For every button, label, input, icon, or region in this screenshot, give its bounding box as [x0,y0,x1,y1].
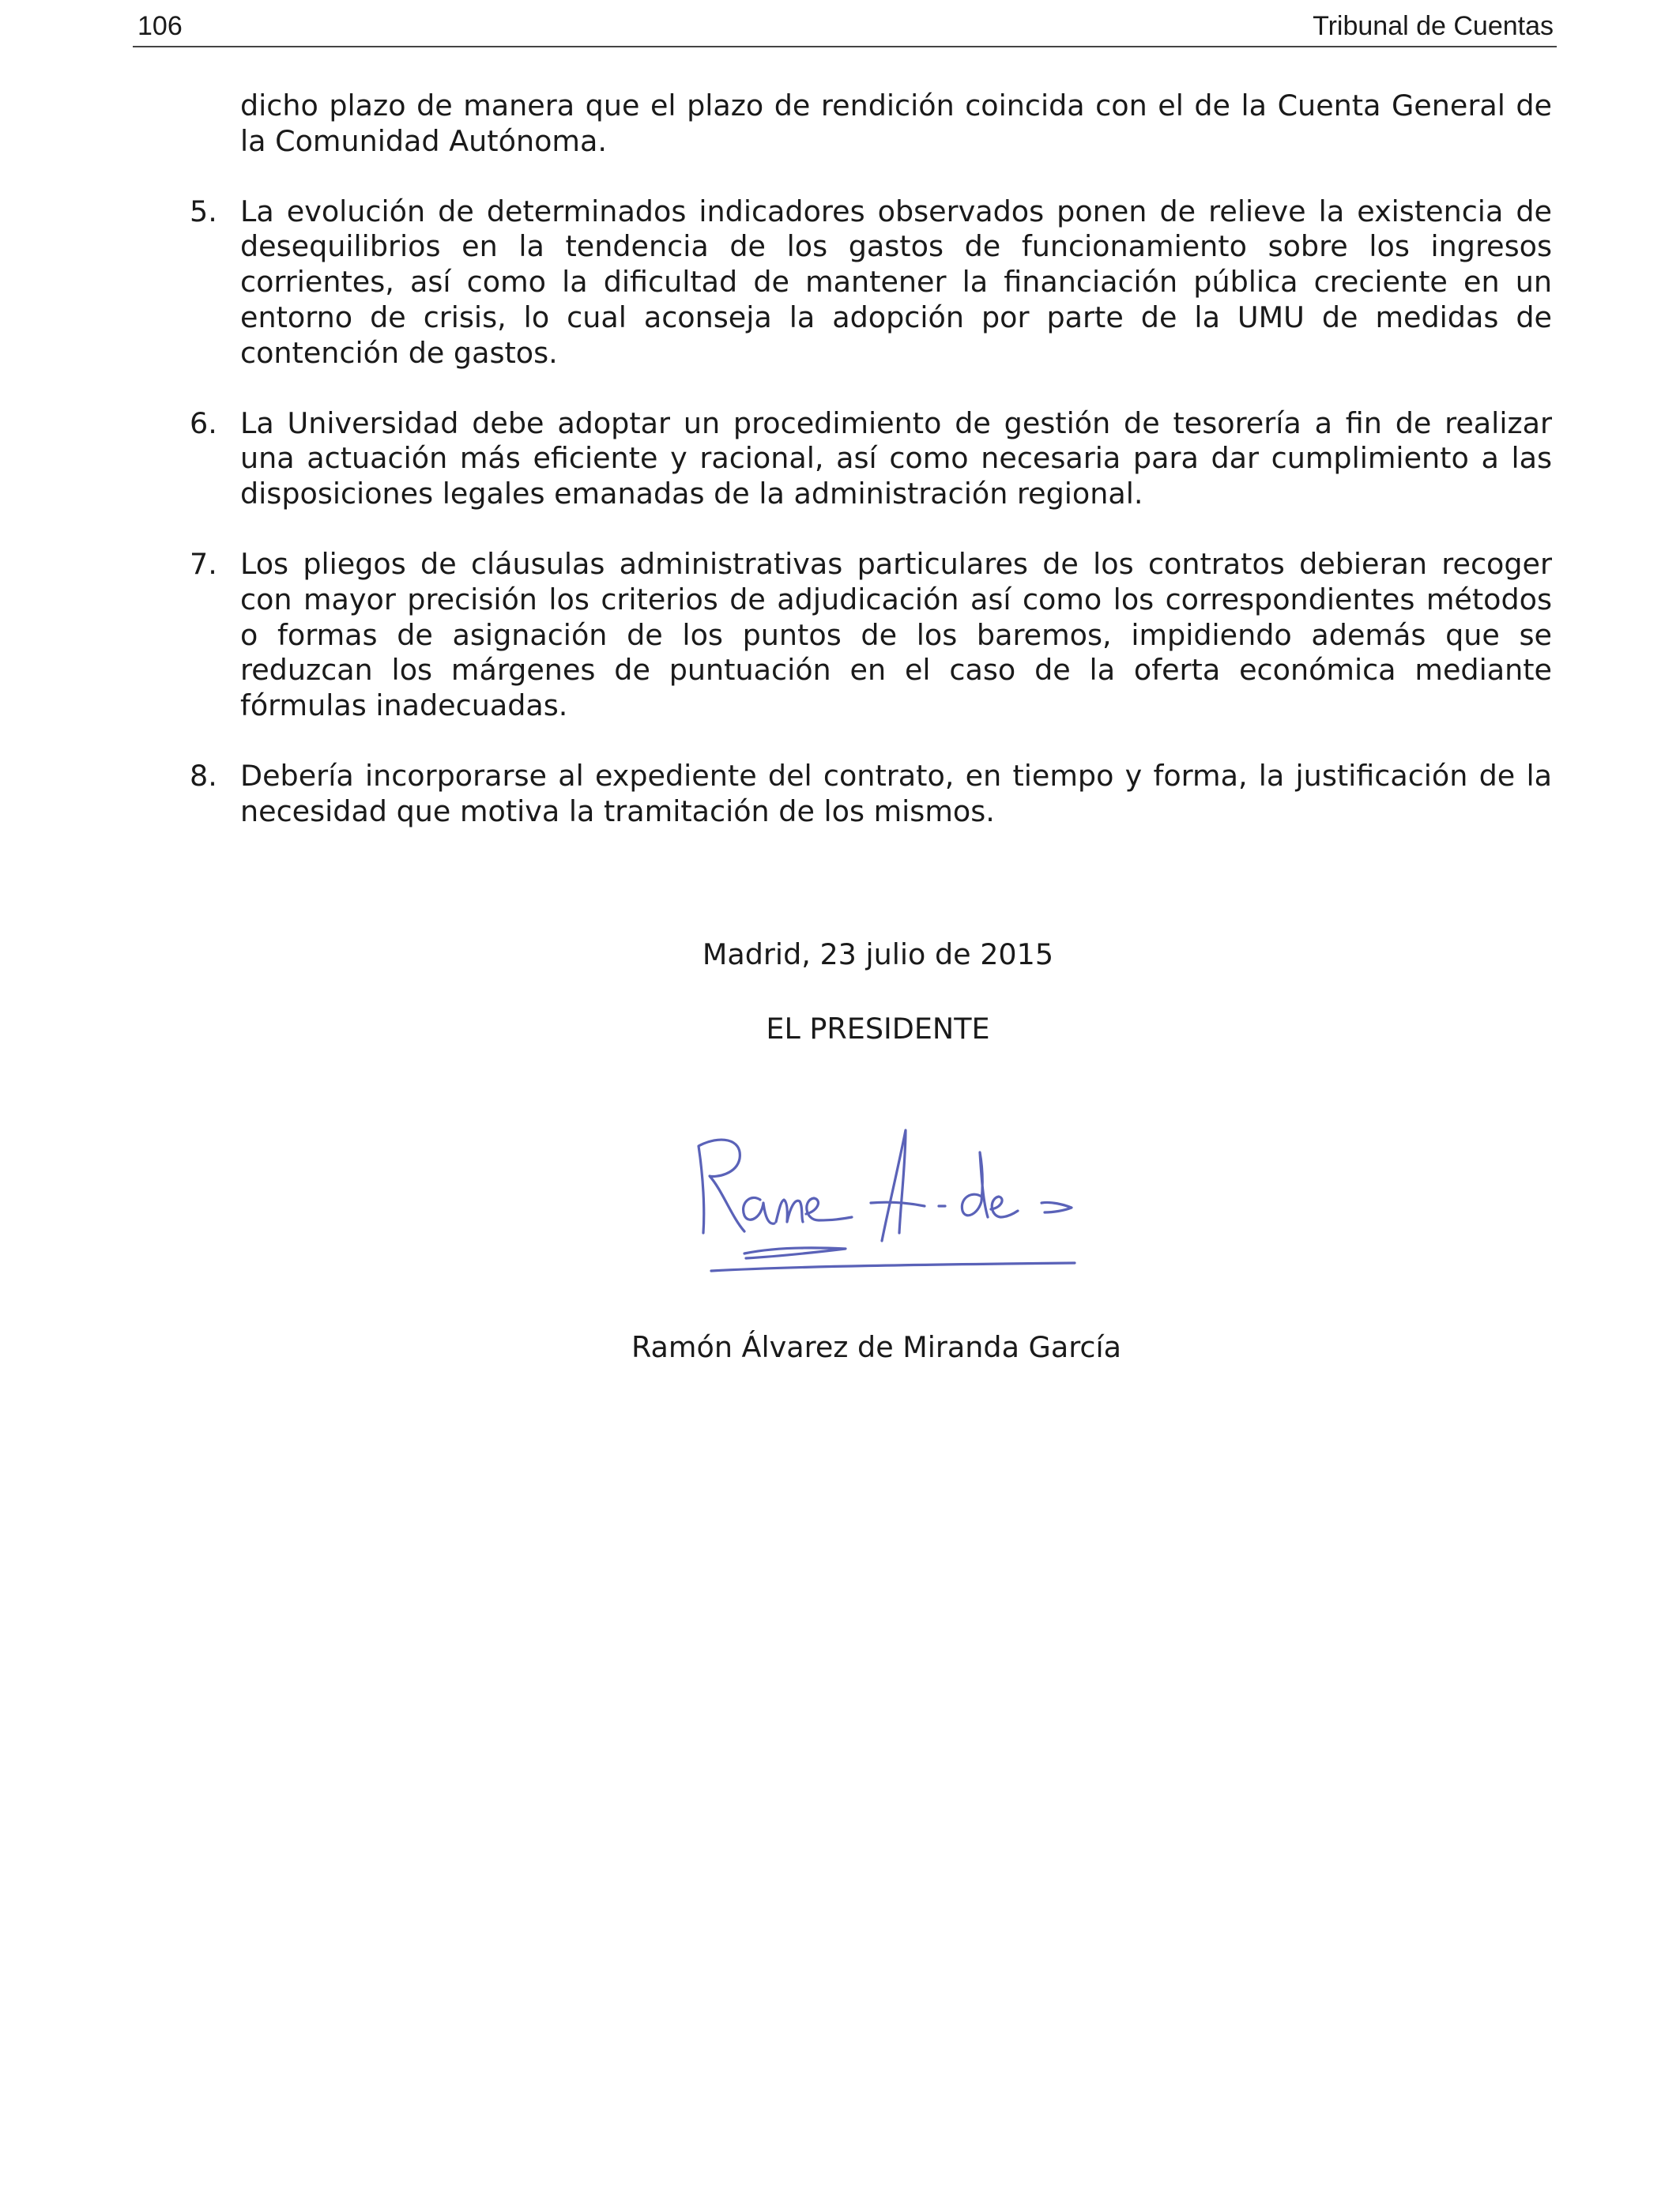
recommendation-5 [190,194,1552,371]
handwritten-signature [687,1114,1098,1288]
paragraph-text: La evolución de determinados indicadores observados ponen de relieve la existencia de desequilibrios en la tendencia de los gastos de funcionamiento sobre los ingresos corrientes, así como la dificultad de mantener la financiación pública creciente en un entorno de crisis, lo cual aconseja la adopción por parte de la UMU de medidas de contención de gastos. [240,194,1552,370]
recommendation-number: 7. [190,546,217,581]
page-number: 106 [137,11,183,41]
place-date: Madrid, 23 julio de 2015 [702,937,1054,971]
paragraph-continuation [240,89,1552,160]
paragraph-text: La Universidad debe adoptar un procedimiento de gestión de tesorería a fin de realizar una actuación más eficiente y racional, así como necesaria para dar cumplimiento a las disposiciones legales emanadas de la administración regional. [240,405,1552,511]
recommendation-number: 5. [190,194,217,228]
recommendation-8 [190,758,1552,830]
document-body [190,89,1552,865]
page-header [133,8,1557,47]
recommendation-7 [190,546,1552,724]
paragraph-text: Debería incorporarse al expediente del contrato, en tiempo y forma, la justificación de la necesidad que motiva la tramitación de los mismos. [240,758,1552,828]
recommendation-number: 6. [190,405,217,440]
recommendation-6 [190,405,1552,512]
paragraph-text: dicho plazo de manera que el plazo de rendición coincida con el de la Cuenta General de la Comunidad Autónoma. [240,89,1552,158]
recommendation-number: 8. [190,758,217,793]
signer-title: EL PRESIDENTE [766,1012,990,1046]
header-title: Tribunal de Cuentas [1313,11,1554,41]
paragraph-text: Los pliegos de cláusulas administrativas particulares de los contratos debieran recoger con mayor precisión los criterios de adjudicación así como los correspondientes métodos o formas de asignación de los puntos de los baremos, impidiendo además que se reduzcan los márgenes de puntuación en el caso de la oferta económica mediante fórmulas inadecuadas. [240,546,1552,723]
signer-name: Ramón Álvarez de Miranda García [631,1330,1121,1364]
